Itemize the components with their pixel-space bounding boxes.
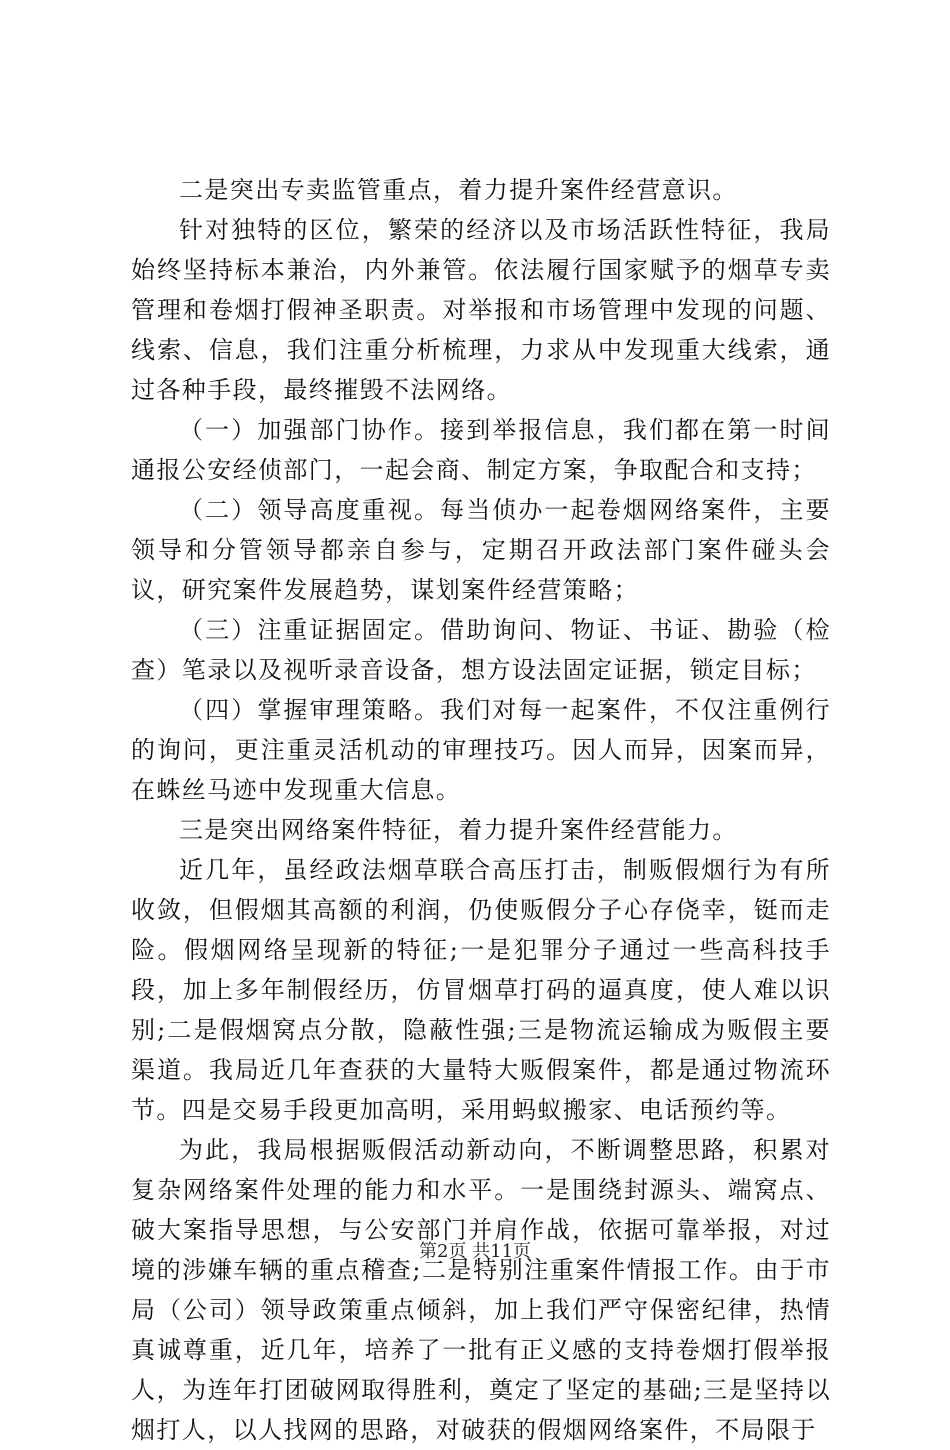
paragraph-heading-3: 三是突出网络案件特征，着力提升案件经营能力。 <box>179 816 738 844</box>
paragraph: 近几年，虽经政法烟草联合高压打击，制贩假烟行为有所收敛，但假烟其高额的利润，仍使贩假分子心存侥幸，铤而走险。假烟网络呈现新的特征;一是犯罪分子通过一些高科技手段，加上多年制假经历，仿冒烟草打码的逼真度，使人难以识别;二是假烟窝点分散，隐蔽性强;三是物流运输成为贩假主要渠道。我局近几年查获的大量特大贩假案件，都是通过物流环节。四是交易手段更加高明，采用蚂蚁搬家、电话预约等。 <box>131 856 831 1124</box>
paragraph-item-2: （二）领导高度重视。每当侦办一起卷烟网络案件，主要领导和分管领导都亲自参与，定期召开政法部门案件碰头会议，研究案件发展趋势，谋划案件经营策略； <box>131 496 831 604</box>
paragraph-item-4: （四）掌握审理策略。我们对每一起案件，不仅注重例行的询问，更注重灵活机动的审理技巧。因人而异，因案而异，在蛛丝马迹中发现重大信息。 <box>131 696 831 804</box>
paragraph-item-3: （三）注重证据固定。借助询问、物证、书证、勘验（检查）笔录以及视听录音设备，想方设法固定证据，锁定目标； <box>131 616 831 684</box>
paragraph: 为此，我局根据贩假活动新动向，不断调整思路，积累对复杂网络案件处理的能力和水平。一是围绕封源头、端窝点、破大案指导思想，与公安部门并肩作战，依据可靠举报，对过境的涉嫌车辆的重点稽查;二是特别注重案件情报工作。由于市局（公司）领导政策重点倾斜，加上我们严守保密纪律，热情真诚尊重，近几年，培养了一批有正义感的支持卷烟打假举报人，为连年打团破网取得胜利，奠定了坚定的基础;三是坚持以烟打人，以人找网的思路，对破获的假烟网络案件，不局限于 <box>131 1136 831 1444</box>
page-number-footer: 第2页 共11页 <box>418 1241 532 1262</box>
paragraph-heading-2: 二是突出专卖监管重点，着力提升案件经营意识。 <box>179 176 738 204</box>
paragraph: 针对独特的区位，繁荣的经济以及市场活跃性特征，我局始终坚持标本兼治，内外兼管。依法履行国家赋予的烟草专卖管理和卷烟打假神圣职责。对举报和市场管理中发现的问题、线索、信息，我们注重分析梳理，力求从中发现重大线索，通过各种手段，最终摧毁不法网络。 <box>131 216 831 404</box>
paragraph-item-1: （一）加强部门协作。接到举报信息，我们都在第一时间通报公安经侦部门，一起会商、制定方案，争取配合和支持； <box>131 416 831 484</box>
